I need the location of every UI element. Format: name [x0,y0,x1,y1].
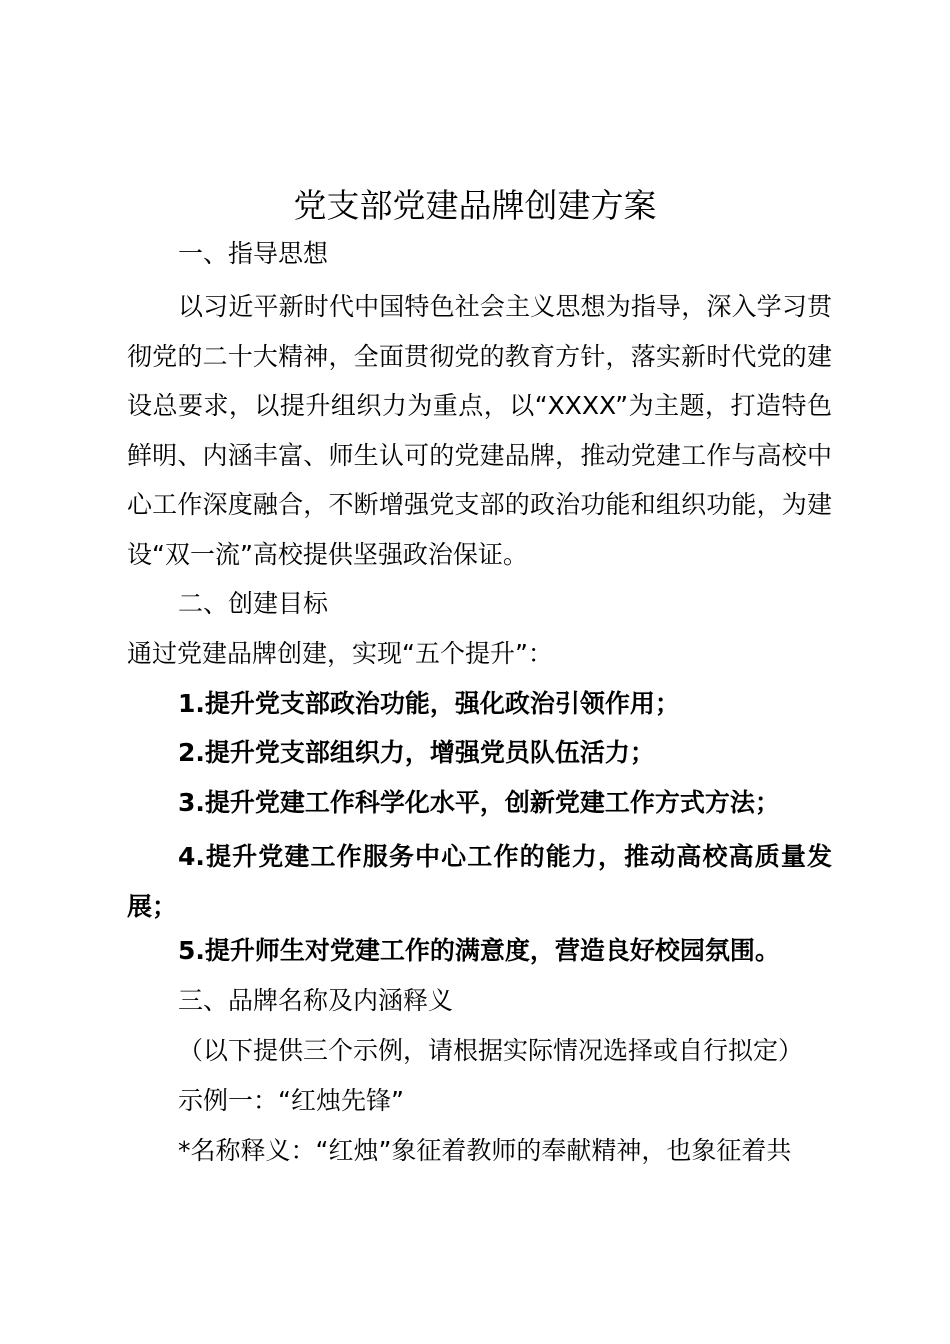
example-1-description: *名称释义：“红烛”象征着教师的奉献精神，也象征着共 [178,1136,792,1165]
section-heading-brand: 三、品牌名称及内涵释义 [178,986,454,1015]
goal-item-2: 2.提升党支部组织力，增强党员队伍活力； [178,738,655,767]
goal-item-5: 5.提升师生对党建工作的满意度，营造良好校园氛围。 [178,936,780,965]
section-heading-goals: 二、创建目标 [178,589,329,618]
brand-note: （以下提供三个示例，请根据实际情况选择或自行拟定） [178,1036,804,1065]
goal-item-3: 3.提升党建工作科学化水平，创新党建工作方式方法； [178,788,780,817]
document-title: 党支部党建品牌创建方案 [293,186,657,225]
example-1-title: 示例一：“红烛先锋” [178,1086,404,1115]
goals-intro: 通过党建品牌创建，实现“五个提升”： [127,639,553,668]
guiding-paragraph: 以习近平新时代中国特色社会主义思想为指导，深入学习贯彻党的二十大精神，全面贯彻党的教育方针，落实新时代党的建设总要求，以提升组织力为重点，以“XXXX”为主题，打造特色鲜明、内涵丰富、师生认可的党建品牌，推动党建工作与高校中心工作深度融合，不断增强党支部的政治功能和组织功能，为建设“双一流”高校提供坚强政治保证。 [127,292,832,569]
goal-item-1: 1.提升党支部政治功能，强化政治引领作用； [178,689,680,718]
goal-item-4: 4.提升党建工作服务中心工作的能力，推动高校高质量发展； [127,842,832,921]
section-heading-guiding: 一、指导思想 [178,239,329,268]
